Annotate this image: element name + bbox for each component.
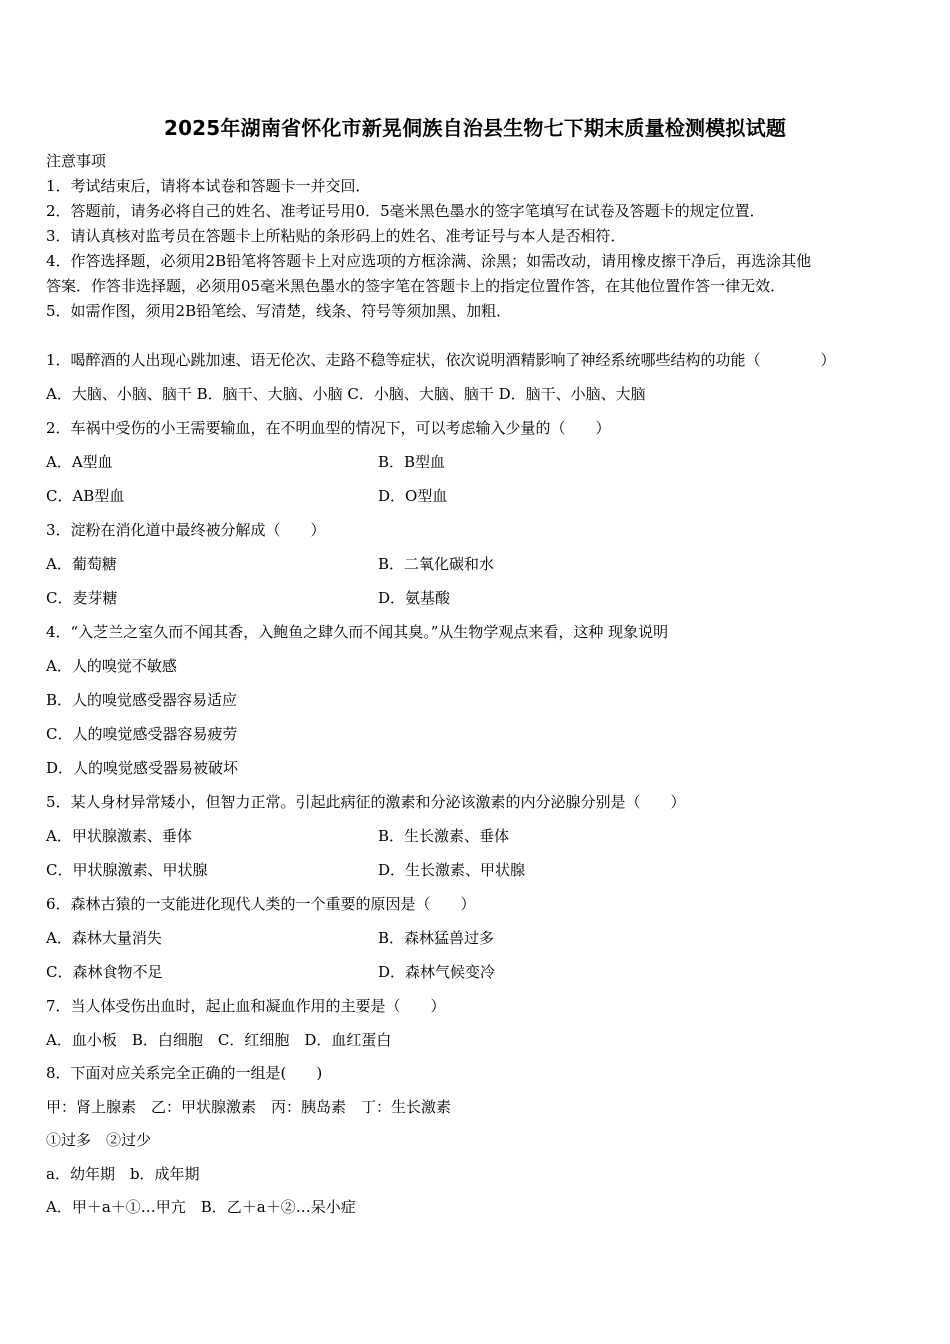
page-title: 2025年湖南省怀化市新晃侗族自治县生物七下期末质量检测模拟试题: [163, 116, 787, 140]
question-2-stem: 2．车祸中受伤的小王需要输血，在不明血型的情况下，可以考虑输入少量的（ ）: [46, 419, 611, 437]
question-5-option-c: C．甲状腺激素、甲状腺: [46, 861, 208, 879]
question-4-option-d: D．人的嗅觉感受器易被破坏: [46, 759, 239, 777]
notice-item: 5．如需作图，须用2B铅笔绘、写清楚，线条、符号等须加黑、加粗．: [46, 302, 512, 320]
question-4-option-a: A．人的嗅觉不敏感: [46, 657, 177, 675]
question-2-option-d: D．O型血: [378, 487, 448, 505]
question-2-option-a: A．A型血: [46, 453, 113, 471]
question-8-line-1: 甲：肾上腺素 乙：甲状腺激素 丙：胰岛素 丁：生长激素: [46, 1098, 452, 1116]
question-1-options: A．大脑、小脑、脑干 B．脑干、大脑、小脑 C．小脑、大脑、脑干 D．脑干、小脑、大脑: [46, 385, 646, 403]
question-3-stem: 3．淀粉在消化道中最终被分解成（ ）: [46, 521, 326, 539]
notice-item: 1．考试结束后，请将本试卷和答题卡一并交回．: [46, 177, 371, 195]
question-8-options: A．甲＋a＋①…甲亢 B．乙＋a＋②…呆小症: [46, 1198, 356, 1216]
question-5-stem: 5．某人身材异常矮小，但智力正常。引起此病征的激素和分泌该激素的内分泌腺分别是（ ）: [46, 793, 686, 811]
question-3-option-a: A．葡萄糖: [46, 555, 117, 573]
question-3-option-b: B．二氧化碳和水: [378, 555, 495, 573]
notice-item: 答案．作答非选择题，必须用05毫米黑色墨水的签字笔在答题卡上的指定位置作答，在其他位置作答一律无效．: [46, 277, 786, 295]
question-4-option-c: C．人的嗅觉感受器容易疲劳: [46, 725, 238, 743]
question-2-option-c: C．AB型血: [46, 487, 125, 505]
question-4-stem: 4．“入芝兰之室久而不闻其香，入鲍鱼之肆久而不闻其臭。”从生物学观点来看，这种 现象说明: [46, 623, 669, 641]
question-7-options: A．血小板 B．白细胞 C．红细胞 D．血红蛋白: [46, 1031, 392, 1049]
question-6-stem: 6．森林古猿的一支能进化现代人类的一个重要的原因是（ ）: [46, 895, 476, 913]
notice-item: 2．答题前，请务必将自己的姓名、准考证号用0．5毫米黑色墨水的签字笔填写在试卷及答题卡的规定位置．: [46, 202, 765, 220]
question-8-line-2: ①过多 ②过少: [46, 1131, 152, 1149]
question-3-option-d: D．氨基酸: [378, 589, 451, 607]
notice-item: 3．请认真核对监考员在答题卡上所粘贴的条形码上的姓名、准考证号与本人是否相符．: [46, 227, 626, 245]
question-3-option-c: C．麦芽糖: [46, 589, 118, 607]
question-1-stem: 1．喝醉酒的人出现心跳加速、语无伦次、走路不稳等症状，依次说明酒精影响了神经系统哪些结构的功能（ ）: [46, 351, 836, 369]
question-5-option-b: B．生长激素、垂体: [378, 827, 510, 845]
question-7-stem: 7．当人体受伤出血时，起止血和凝血作用的主要是（ ）: [46, 997, 446, 1015]
question-8-line-3: a．幼年期 b．成年期: [46, 1165, 200, 1183]
question-2-option-b: B．B型血: [378, 453, 446, 471]
question-4-option-b: B．人的嗅觉感受器容易适应: [46, 691, 238, 709]
question-6-option-a: A．森林大量消失: [46, 929, 162, 947]
question-6-option-b: B．森林猛兽过多: [378, 929, 495, 947]
question-8-stem: 8．下面对应关系完全正确的一组是( ): [46, 1064, 323, 1082]
notice-heading: 注意事项: [46, 152, 107, 170]
question-5-option-d: D．生长激素、甲状腺: [378, 861, 526, 879]
question-6-option-c: C．森林食物不足: [46, 963, 163, 981]
question-6-option-d: D．森林气候变冷: [378, 963, 496, 981]
notice-item: 4．作答选择题，必须用2B铅笔将答题卡上对应选项的方框涂满、涂黑；如需改动，请用橡皮擦干净后，再选涂其他: [46, 252, 812, 270]
question-5-option-a: A．甲状腺激素、垂体: [46, 827, 192, 845]
